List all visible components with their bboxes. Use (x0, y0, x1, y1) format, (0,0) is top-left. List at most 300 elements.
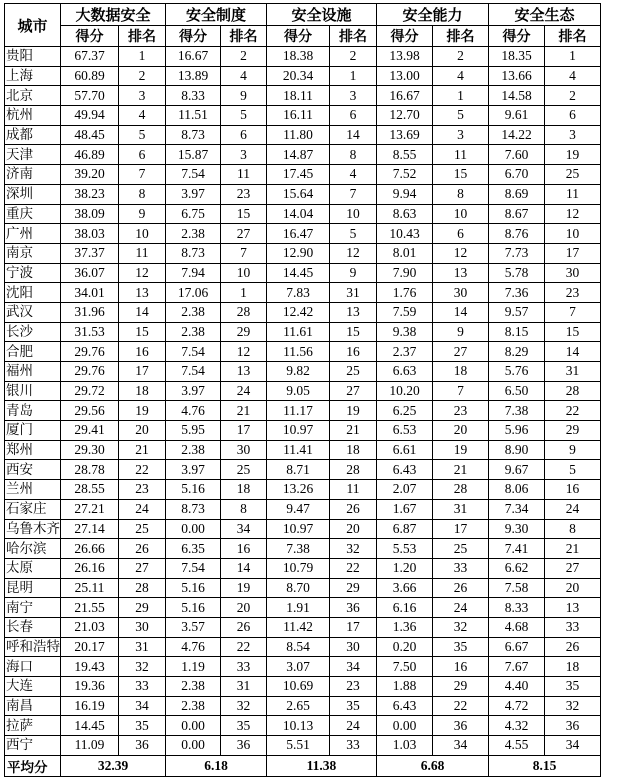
security-ecosystem-score-cell: 14.22 (489, 125, 545, 145)
big-data-security-score-cell: 34.01 (61, 283, 119, 303)
big-data-security-rank-cell: 5 (119, 125, 166, 145)
security-capability-rank-cell: 31 (433, 499, 489, 519)
security-capability-score-cell: 8.55 (377, 145, 433, 165)
big-data-security-rank-cell: 26 (119, 539, 166, 559)
security-facilities-score-cell: 10.79 (267, 558, 330, 578)
security-ecosystem-score-cell: 8.69 (489, 184, 545, 204)
table-row (5, 480, 601, 500)
security-capability-score-cell: 8.63 (377, 204, 433, 224)
big-data-security-score-cell: 26.66 (61, 539, 119, 559)
security-system-score-cell: 6.35 (166, 539, 221, 559)
security-ecosystem-score-cell: 7.73 (489, 243, 545, 263)
security-system-score-cell: 5.16 (166, 480, 221, 500)
security-system-rank-cell: 21 (221, 401, 267, 421)
security-ecosystem-rank-cell: 27 (545, 558, 601, 578)
security-system-score-cell: 3.97 (166, 184, 221, 204)
security-system-rank-cell: 3 (221, 145, 267, 165)
security-system-score-cell: 3.57 (166, 617, 221, 637)
group-header-security-facilities: 安全设施 (267, 4, 377, 26)
security-ecosystem-rank-cell: 5 (545, 460, 601, 480)
security-system-rank-cell: 25 (221, 460, 267, 480)
city-name-cell: 西安 (5, 460, 61, 480)
security-system-score-cell: 13.89 (166, 66, 221, 86)
security-ecosystem-rank-cell: 19 (545, 145, 601, 165)
security-system-rank-cell: 11 (221, 165, 267, 185)
group-header-security-capability: 安全能力 (377, 4, 489, 26)
security-ecosystem-score-cell: 7.34 (489, 499, 545, 519)
security-ecosystem-score-cell: 7.58 (489, 578, 545, 598)
security-capability-score-cell: 3.66 (377, 578, 433, 598)
security-ecosystem-rank-cell: 31 (545, 362, 601, 382)
sub-header-rank: 排名 (119, 26, 166, 47)
security-ecosystem-score-cell: 13.66 (489, 66, 545, 86)
security-ecosystem-rank-cell: 21 (545, 539, 601, 559)
table-row (5, 598, 601, 618)
city-name-cell: 南宁 (5, 598, 61, 618)
security-capability-rank-cell: 13 (433, 263, 489, 283)
security-facilities-score-cell: 11.41 (267, 440, 330, 460)
security-capability-score-cell: 13.00 (377, 66, 433, 86)
city-name-cell: 哈尔滨 (5, 539, 61, 559)
security-capability-score-cell: 13.69 (377, 125, 433, 145)
table-row (5, 145, 601, 165)
security-facilities-score-cell: 10.97 (267, 519, 330, 539)
security-capability-score-cell: 6.25 (377, 401, 433, 421)
table-row (5, 578, 601, 598)
sub-header-rank: 排名 (330, 26, 377, 47)
security-capability-rank-cell: 8 (433, 184, 489, 204)
big-data-security-rank-cell: 1 (119, 47, 166, 67)
security-capability-score-cell: 1.88 (377, 677, 433, 697)
security-facilities-rank-cell: 29 (330, 578, 377, 598)
security-system-score-cell: 7.54 (166, 362, 221, 382)
security-system-rank-cell: 17 (221, 421, 267, 441)
big-data-security-score-cell: 21.03 (61, 617, 119, 637)
table-row (5, 637, 601, 657)
security-system-rank-cell: 23 (221, 184, 267, 204)
table-row (5, 558, 601, 578)
big-data-security-score-cell: 31.53 (61, 322, 119, 342)
city-name-cell: 重庆 (5, 204, 61, 224)
big-data-security-score-cell: 19.36 (61, 677, 119, 697)
big-data-security-score-cell: 27.14 (61, 519, 119, 539)
security-system-rank-cell: 31 (221, 677, 267, 697)
security-system-score-cell: 2.38 (166, 224, 221, 244)
security-facilities-score-cell: 2.65 (267, 696, 330, 716)
table-row (5, 224, 601, 244)
security-system-score-cell: 2.38 (166, 440, 221, 460)
security-ecosystem-score-cell: 6.50 (489, 381, 545, 401)
security-system-rank-cell: 22 (221, 637, 267, 657)
security-system-score-cell: 4.76 (166, 401, 221, 421)
security-facilities-rank-cell: 20 (330, 519, 377, 539)
security-ecosystem-rank-cell: 11 (545, 184, 601, 204)
city-column-header: 城市 (5, 4, 61, 47)
security-facilities-rank-cell: 32 (330, 539, 377, 559)
security-ecosystem-rank-cell: 2 (545, 86, 601, 106)
security-ecosystem-rank-cell: 15 (545, 322, 601, 342)
security-capability-rank-cell: 20 (433, 421, 489, 441)
security-system-score-cell: 8.73 (166, 243, 221, 263)
security-ecosystem-score-cell: 5.96 (489, 421, 545, 441)
security-facilities-rank-cell: 35 (330, 696, 377, 716)
security-ecosystem-score-cell: 9.57 (489, 302, 545, 322)
security-system-rank-cell: 12 (221, 342, 267, 362)
security-capability-score-cell: 6.61 (377, 440, 433, 460)
security-ecosystem-score-cell: 9.30 (489, 519, 545, 539)
security-facilities-rank-cell: 5 (330, 224, 377, 244)
city-name-cell: 济南 (5, 165, 61, 185)
security-capability-rank-cell: 19 (433, 440, 489, 460)
security-capability-rank-cell: 3 (433, 125, 489, 145)
security-facilities-rank-cell: 25 (330, 362, 377, 382)
security-ecosystem-rank-cell: 36 (545, 716, 601, 736)
security-ecosystem-rank-cell: 26 (545, 637, 601, 657)
security-system-score-cell: 8.73 (166, 125, 221, 145)
security-ecosystem-score-cell: 6.67 (489, 637, 545, 657)
security-facilities-score-cell: 14.87 (267, 145, 330, 165)
security-facilities-rank-cell: 13 (330, 302, 377, 322)
security-ecosystem-rank-cell: 22 (545, 401, 601, 421)
security-system-score-cell: 7.54 (166, 165, 221, 185)
security-facilities-rank-cell: 26 (330, 499, 377, 519)
big-data-security-rank-cell: 28 (119, 578, 166, 598)
security-capability-score-cell: 1.67 (377, 499, 433, 519)
security-ecosystem-rank-cell: 1 (545, 47, 601, 67)
security-system-rank-cell: 24 (221, 381, 267, 401)
table-row (5, 617, 601, 637)
security-facilities-score-cell: 1.91 (267, 598, 330, 618)
big-data-security-score-cell: 14.45 (61, 716, 119, 736)
city-name-cell: 合肥 (5, 342, 61, 362)
group-header-row (5, 4, 601, 26)
big-data-security-rank-cell: 7 (119, 165, 166, 185)
sub-header-score: 得分 (61, 26, 119, 47)
table-row (5, 322, 601, 342)
table-row (5, 460, 601, 480)
table-row (5, 106, 601, 126)
sub-header-score: 得分 (489, 26, 545, 47)
security-system-score-cell: 4.76 (166, 637, 221, 657)
big-data-security-rank-cell: 8 (119, 184, 166, 204)
security-system-score-cell: 17.06 (166, 283, 221, 303)
security-facilities-rank-cell: 23 (330, 677, 377, 697)
security-system-score-cell: 8.33 (166, 86, 221, 106)
big-data-security-score-cell: 29.56 (61, 401, 119, 421)
security-facilities-score-cell: 8.70 (267, 578, 330, 598)
big-data-security-rank-cell: 24 (119, 499, 166, 519)
security-capability-score-cell: 1.20 (377, 558, 433, 578)
scores-table-container (4, 3, 601, 777)
security-facilities-rank-cell: 30 (330, 637, 377, 657)
security-capability-rank-cell: 24 (433, 598, 489, 618)
big-data-security-rank-cell: 3 (119, 86, 166, 106)
security-ecosystem-rank-cell: 6 (545, 106, 601, 126)
security-ecosystem-rank-cell: 4 (545, 66, 601, 86)
sub-header-rank: 排名 (221, 26, 267, 47)
security-facilities-score-cell: 11.61 (267, 322, 330, 342)
city-name-cell: 北京 (5, 86, 61, 106)
security-facilities-score-cell: 18.11 (267, 86, 330, 106)
big-data-security-rank-cell: 25 (119, 519, 166, 539)
security-facilities-rank-cell: 2 (330, 47, 377, 67)
table-row (5, 499, 601, 519)
security-facilities-score-cell: 17.45 (267, 165, 330, 185)
security-facilities-rank-cell: 7 (330, 184, 377, 204)
security-capability-rank-cell: 25 (433, 539, 489, 559)
security-capability-score-cell: 6.87 (377, 519, 433, 539)
security-facilities-rank-cell: 22 (330, 558, 377, 578)
city-name-cell: 大连 (5, 677, 61, 697)
security-facilities-rank-cell: 28 (330, 460, 377, 480)
security-capability-rank-cell: 17 (433, 519, 489, 539)
security-ecosystem-score-cell: 4.72 (489, 696, 545, 716)
security-system-score-cell: 0.00 (166, 716, 221, 736)
table-row (5, 125, 601, 145)
security-facilities-score-cell: 11.80 (267, 125, 330, 145)
security-system-rank-cell: 5 (221, 106, 267, 126)
security-capability-rank-cell: 23 (433, 401, 489, 421)
security-capability-rank-cell: 27 (433, 342, 489, 362)
city-name-cell: 宁波 (5, 263, 61, 283)
security-capability-score-cell: 1.03 (377, 736, 433, 756)
security-capability-rank-cell: 11 (433, 145, 489, 165)
security-facilities-rank-cell: 33 (330, 736, 377, 756)
security-ecosystem-score-cell: 7.38 (489, 401, 545, 421)
table-row (5, 440, 601, 460)
security-facilities-rank-cell: 14 (330, 125, 377, 145)
security-ecosystem-rank-cell: 14 (545, 342, 601, 362)
security-capability-score-cell: 6.53 (377, 421, 433, 441)
average-security-capability: 6.68 (377, 755, 489, 776)
sub-header-score: 得分 (267, 26, 330, 47)
security-capability-rank-cell: 36 (433, 716, 489, 736)
average-big-data-security: 32.39 (61, 755, 166, 776)
security-system-score-cell: 6.75 (166, 204, 221, 224)
big-data-security-rank-cell: 33 (119, 677, 166, 697)
security-capability-rank-cell: 14 (433, 302, 489, 322)
security-facilities-score-cell: 16.47 (267, 224, 330, 244)
city-security-scores-table (4, 3, 601, 777)
city-name-cell: 南京 (5, 243, 61, 263)
big-data-security-score-cell: 31.96 (61, 302, 119, 322)
city-name-cell: 乌鲁木齐 (5, 519, 61, 539)
security-ecosystem-score-cell: 4.68 (489, 617, 545, 637)
city-name-cell: 兰州 (5, 480, 61, 500)
average-security-ecosystem: 8.15 (489, 755, 601, 776)
security-facilities-score-cell: 15.64 (267, 184, 330, 204)
security-ecosystem-rank-cell: 12 (545, 204, 601, 224)
big-data-security-rank-cell: 2 (119, 66, 166, 86)
big-data-security-rank-cell: 21 (119, 440, 166, 460)
big-data-security-score-cell: 29.76 (61, 342, 119, 362)
security-ecosystem-rank-cell: 33 (545, 617, 601, 637)
big-data-security-score-cell: 48.45 (61, 125, 119, 145)
city-name-cell: 海口 (5, 657, 61, 677)
sub-header-row (5, 26, 601, 47)
security-capability-score-cell: 5.53 (377, 539, 433, 559)
table-row (5, 381, 601, 401)
security-facilities-rank-cell: 31 (330, 283, 377, 303)
city-name-cell: 深圳 (5, 184, 61, 204)
security-facilities-rank-cell: 27 (330, 381, 377, 401)
security-system-rank-cell: 32 (221, 696, 267, 716)
group-header-security-ecosystem: 安全生态 (489, 4, 601, 26)
average-label: 平均分 (5, 755, 61, 776)
security-facilities-score-cell: 12.90 (267, 243, 330, 263)
security-facilities-rank-cell: 17 (330, 617, 377, 637)
table-row (5, 86, 601, 106)
security-ecosystem-score-cell: 7.67 (489, 657, 545, 677)
average-row (5, 755, 601, 776)
table-row (5, 362, 601, 382)
big-data-security-rank-cell: 9 (119, 204, 166, 224)
security-facilities-rank-cell: 16 (330, 342, 377, 362)
security-capability-rank-cell: 26 (433, 578, 489, 598)
big-data-security-score-cell: 38.23 (61, 184, 119, 204)
security-capability-score-cell: 2.07 (377, 480, 433, 500)
big-data-security-score-cell: 38.03 (61, 224, 119, 244)
security-system-score-cell: 0.00 (166, 519, 221, 539)
security-ecosystem-score-cell: 4.55 (489, 736, 545, 756)
security-ecosystem-score-cell: 7.36 (489, 283, 545, 303)
city-name-cell: 南昌 (5, 696, 61, 716)
security-ecosystem-rank-cell: 20 (545, 578, 601, 598)
sub-header-score: 得分 (377, 26, 433, 47)
security-ecosystem-score-cell: 8.29 (489, 342, 545, 362)
security-system-score-cell: 2.38 (166, 696, 221, 716)
big-data-security-rank-cell: 14 (119, 302, 166, 322)
big-data-security-rank-cell: 11 (119, 243, 166, 263)
security-ecosystem-score-cell: 4.32 (489, 716, 545, 736)
security-ecosystem-score-cell: 8.15 (489, 322, 545, 342)
security-ecosystem-rank-cell: 16 (545, 480, 601, 500)
security-system-rank-cell: 20 (221, 598, 267, 618)
security-capability-rank-cell: 34 (433, 736, 489, 756)
table-row (5, 204, 601, 224)
security-facilities-rank-cell: 19 (330, 401, 377, 421)
big-data-security-rank-cell: 10 (119, 224, 166, 244)
security-ecosystem-score-cell: 9.61 (489, 106, 545, 126)
average-security-system: 6.18 (166, 755, 267, 776)
security-capability-rank-cell: 29 (433, 677, 489, 697)
big-data-security-score-cell: 46.89 (61, 145, 119, 165)
security-capability-score-cell: 6.43 (377, 696, 433, 716)
big-data-security-rank-cell: 34 (119, 696, 166, 716)
security-capability-rank-cell: 30 (433, 283, 489, 303)
big-data-security-score-cell: 38.09 (61, 204, 119, 224)
security-facilities-score-cell: 9.05 (267, 381, 330, 401)
security-facilities-score-cell: 7.38 (267, 539, 330, 559)
table-row (5, 539, 601, 559)
security-capability-rank-cell: 10 (433, 204, 489, 224)
security-capability-score-cell: 7.90 (377, 263, 433, 283)
security-facilities-rank-cell: 1 (330, 66, 377, 86)
security-ecosystem-rank-cell: 24 (545, 499, 601, 519)
security-system-rank-cell: 26 (221, 617, 267, 637)
table-row (5, 421, 601, 441)
security-system-score-cell: 3.97 (166, 460, 221, 480)
big-data-security-rank-cell: 18 (119, 381, 166, 401)
security-facilities-score-cell: 20.34 (267, 66, 330, 86)
security-system-rank-cell: 8 (221, 499, 267, 519)
security-facilities-rank-cell: 3 (330, 86, 377, 106)
sub-header-rank: 排名 (433, 26, 489, 47)
table-row (5, 736, 601, 756)
big-data-security-score-cell: 29.41 (61, 421, 119, 441)
city-name-cell: 青岛 (5, 401, 61, 421)
security-system-rank-cell: 27 (221, 224, 267, 244)
security-ecosystem-rank-cell: 35 (545, 677, 601, 697)
security-facilities-rank-cell: 8 (330, 145, 377, 165)
security-capability-score-cell: 7.59 (377, 302, 433, 322)
security-capability-score-cell: 9.94 (377, 184, 433, 204)
security-capability-rank-cell: 21 (433, 460, 489, 480)
security-facilities-rank-cell: 4 (330, 165, 377, 185)
big-data-security-rank-cell: 12 (119, 263, 166, 283)
table-row (5, 47, 601, 67)
table-row (5, 696, 601, 716)
security-capability-rank-cell: 4 (433, 66, 489, 86)
security-system-rank-cell: 2 (221, 47, 267, 67)
security-system-rank-cell: 35 (221, 716, 267, 736)
security-ecosystem-score-cell: 5.76 (489, 362, 545, 382)
big-data-security-rank-cell: 6 (119, 145, 166, 165)
big-data-security-score-cell: 20.17 (61, 637, 119, 657)
big-data-security-score-cell: 19.43 (61, 657, 119, 677)
security-capability-score-cell: 1.76 (377, 283, 433, 303)
security-ecosystem-score-cell: 5.78 (489, 263, 545, 283)
security-capability-score-cell: 0.00 (377, 716, 433, 736)
security-system-rank-cell: 9 (221, 86, 267, 106)
security-facilities-score-cell: 3.07 (267, 657, 330, 677)
sub-header-rank: 排名 (545, 26, 601, 47)
security-capability-score-cell: 6.63 (377, 362, 433, 382)
table-row (5, 342, 601, 362)
big-data-security-score-cell: 25.11 (61, 578, 119, 598)
big-data-security-score-cell: 39.20 (61, 165, 119, 185)
security-facilities-rank-cell: 10 (330, 204, 377, 224)
security-system-score-cell: 2.38 (166, 302, 221, 322)
security-capability-rank-cell: 9 (433, 322, 489, 342)
security-system-score-cell: 2.38 (166, 677, 221, 697)
security-facilities-rank-cell: 21 (330, 421, 377, 441)
big-data-security-rank-cell: 17 (119, 362, 166, 382)
security-capability-score-cell: 12.70 (377, 106, 433, 126)
security-capability-rank-cell: 28 (433, 480, 489, 500)
sub-header-score: 得分 (166, 26, 221, 47)
city-name-cell: 昆明 (5, 578, 61, 598)
security-ecosystem-rank-cell: 7 (545, 302, 601, 322)
security-facilities-score-cell: 11.17 (267, 401, 330, 421)
security-capability-rank-cell: 2 (433, 47, 489, 67)
security-ecosystem-score-cell: 8.67 (489, 204, 545, 224)
security-system-score-cell: 1.19 (166, 657, 221, 677)
table-row (5, 165, 601, 185)
security-facilities-score-cell: 10.69 (267, 677, 330, 697)
security-ecosystem-score-cell: 18.35 (489, 47, 545, 67)
security-capability-score-cell: 10.20 (377, 381, 433, 401)
big-data-security-rank-cell: 32 (119, 657, 166, 677)
security-facilities-score-cell: 18.38 (267, 47, 330, 67)
security-ecosystem-rank-cell: 23 (545, 283, 601, 303)
security-system-rank-cell: 33 (221, 657, 267, 677)
big-data-security-rank-cell: 30 (119, 617, 166, 637)
table-row (5, 243, 601, 263)
city-name-cell: 贵阳 (5, 47, 61, 67)
big-data-security-rank-cell: 22 (119, 460, 166, 480)
security-capability-rank-cell: 15 (433, 165, 489, 185)
